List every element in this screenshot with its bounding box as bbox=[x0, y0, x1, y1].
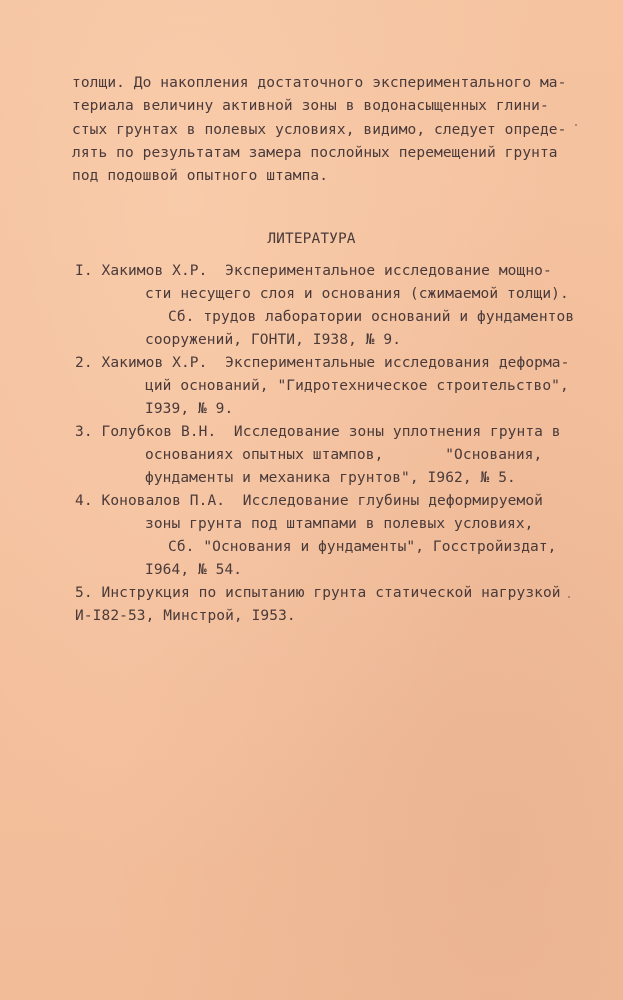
references-heading: ЛИТЕРАТУРА bbox=[267, 231, 356, 247]
paragraph-line: толщи. До накопления достаточного экспериментального ма- bbox=[72, 75, 567, 91]
reference-line: I. Хакимов Х.Р. Экспериментальное исследование мощно- bbox=[75, 263, 552, 279]
paragraph-line: под подошвой опытного штампа. bbox=[72, 168, 329, 184]
reference-line: I939, № 9. bbox=[145, 401, 234, 417]
reference-line: зоны грунта под штампами в полевых условиях, bbox=[145, 516, 534, 532]
reference-line: ций оснований, "Гидротехническое строительство", bbox=[145, 378, 569, 394]
paper-speck bbox=[568, 596, 570, 598]
reference-line: фундаменты и механика грунтов", I962, № 5. bbox=[145, 470, 516, 486]
reference-line: И-I82-53, Минстрой, I953. bbox=[75, 608, 296, 624]
paragraph-line: лять по результатам замера послойных перемещений грунта bbox=[72, 145, 558, 161]
reference-line: основаниях опытных штампов, "Основания, bbox=[145, 447, 543, 463]
reference-line: 5. Инструкция по испытанию грунта статической нагрузкой bbox=[75, 585, 561, 601]
reference-line: 2. Хакимов Х.Р. Экспериментальные исследования деформа- bbox=[75, 355, 570, 371]
reference-line: сооружений, ГОНТИ, I938, № 9. bbox=[145, 332, 402, 348]
reference-line: 4. Коновалов П.А. Исследование глубины деформируемой bbox=[75, 493, 543, 509]
reference-line: 3. Голубков В.Н. Исследование зоны уплотнения грунта в bbox=[75, 424, 561, 440]
paragraph-line: стых грунтах в полевых условиях, видимо, следует опреде- bbox=[72, 122, 567, 138]
reference-line: Сб. "Основания и фундаменты", Госстройиздат, bbox=[168, 539, 557, 555]
reference-line: I964, № 54. bbox=[145, 562, 243, 578]
reference-line: Сб. трудов лаборатории оснований и фундаментов bbox=[168, 309, 575, 325]
paragraph-line: териала величину активной зоны в водонасыщенных глини- bbox=[72, 98, 549, 114]
paper-speck bbox=[575, 124, 577, 126]
reference-line: сти несущего слоя и основания (сжимаемой толщи). bbox=[145, 286, 569, 302]
